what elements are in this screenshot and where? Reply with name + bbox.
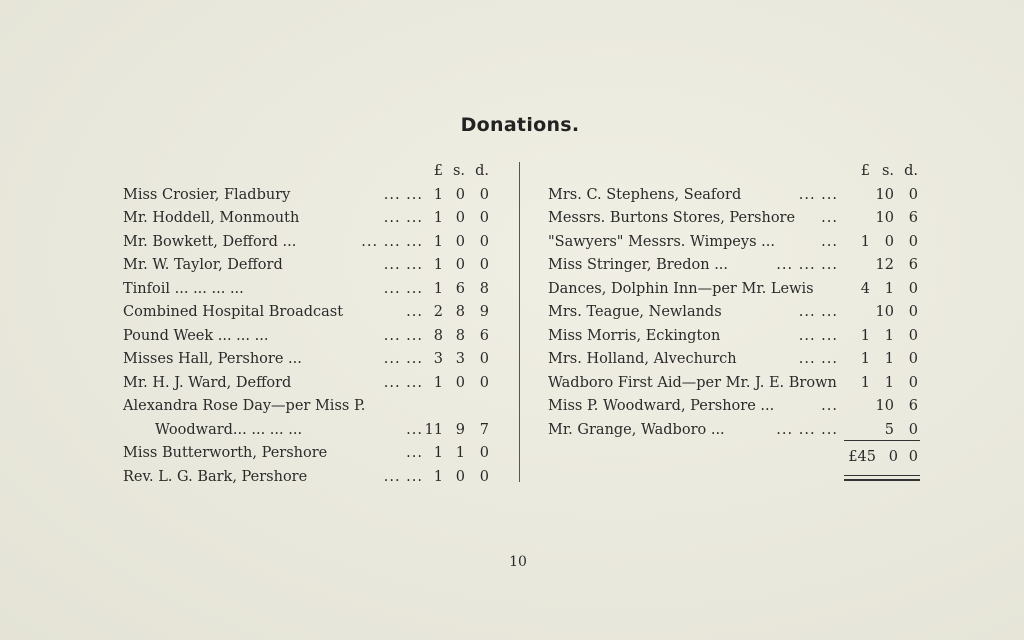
leader-dots: ... [406, 304, 423, 320]
donor-name: Combined Hospital Broadcast [123, 304, 344, 320]
amount-shillings: 8 [455, 304, 465, 320]
amount-pounds: 3 [433, 351, 443, 367]
right-header-pounds: £ [860, 163, 870, 179]
left-header-shillings: s. [452, 163, 465, 179]
left-donations-column [123, 160, 503, 489]
amount-pence: 0 [908, 374, 918, 391]
right-donation-row [548, 419, 928, 443]
leader-dots: ... [821, 210, 838, 226]
amount-pence: 0 [479, 351, 489, 367]
left-donation-row [123, 372, 503, 396]
amount-shillings: 10 [875, 210, 894, 226]
amount-shillings: 12 [875, 257, 894, 273]
left-donation-row [123, 231, 503, 255]
leader-dots: ... ... ... [361, 233, 423, 250]
donor-name: Mr. Grange, Wadboro ... [548, 421, 725, 438]
amount-pounds: 1 [860, 233, 870, 250]
donor-name: Dances, Dolphin Inn—per Mr. Lewis [548, 280, 814, 297]
leader-dots: ... ... [798, 304, 838, 320]
column-divider [519, 162, 520, 482]
total-shillings: 0 [888, 449, 898, 465]
amount-pounds: 1 [433, 233, 443, 250]
amount-pence: 0 [479, 233, 489, 250]
left-donation-row [123, 207, 503, 231]
leader-dots: ... [821, 233, 838, 250]
amount-pence: 6 [908, 398, 918, 414]
donor-name: Mrs. Teague, Newlands [548, 304, 722, 320]
left-header-pence: d. [475, 163, 489, 179]
amount-shillings: 0 [455, 257, 465, 273]
left-donation-row [123, 442, 503, 466]
right-donation-row [548, 301, 928, 325]
donor-name: Alexandra Rose Day—per Miss P. [123, 398, 366, 414]
amount-pence: 0 [908, 186, 918, 203]
amount-shillings: 3 [455, 351, 465, 367]
left-donation-row [123, 278, 503, 302]
amount-pence: 8 [479, 280, 489, 297]
right-header-pence: d. [904, 163, 918, 179]
amount-pence: 0 [908, 351, 918, 367]
left-currency-header [123, 160, 503, 184]
donor-name: Messrs. Burtons Stores, Pershore [548, 210, 796, 226]
page-title: Donations. [460, 114, 580, 136]
right-donation-row [548, 372, 928, 396]
total-double-rule [844, 475, 920, 481]
amount-shillings: 1 [884, 351, 894, 367]
amount-shillings: 1 [884, 374, 894, 391]
amount-shillings: 10 [875, 304, 894, 320]
donor-name: Wadboro First Aid—per Mr. J. E. Brown [548, 374, 837, 391]
donor-name: Mr. Hoddell, Monmouth [123, 210, 300, 226]
amount-shillings: 0 [884, 233, 894, 250]
donor-name: Mrs. Holland, Alvechurch [548, 351, 737, 367]
amount-pence: 0 [908, 327, 918, 344]
leader-dots: ... ... [383, 468, 423, 485]
amount-pounds: 1 [433, 280, 443, 297]
leader-dots: ... ... [383, 280, 423, 297]
donor-name: Mr. W. Taylor, Defford [123, 257, 283, 273]
amount-shillings: 8 [455, 327, 465, 344]
donor-name: Woodward... ... ... ... [155, 421, 303, 438]
left-donation-row [123, 395, 503, 419]
left-donation-row [123, 325, 503, 349]
amount-pence: 6 [908, 210, 918, 226]
right-donation-row [548, 231, 928, 255]
donor-name: Misses Hall, Pershore ... [123, 351, 302, 367]
left-donation-row [123, 419, 503, 443]
leader-dots: ... [406, 445, 423, 461]
right-donations-column [548, 160, 928, 465]
total-row [548, 446, 928, 470]
amount-pounds: 1 [433, 257, 443, 273]
amount-pence: 7 [479, 421, 489, 438]
leader-dots: ... ... [383, 257, 423, 273]
amount-pounds: 1 [433, 445, 443, 461]
amount-shillings: 6 [455, 280, 465, 297]
left-donation-row [123, 466, 503, 490]
amount-pence: 0 [908, 421, 918, 438]
amount-pounds: 1 [433, 374, 443, 391]
amount-pence: 0 [479, 186, 489, 203]
amount-pence: 0 [908, 304, 918, 320]
donor-name: Miss Stringer, Bredon ... [548, 257, 729, 273]
amount-pence: 0 [479, 445, 489, 461]
left-donation-row [123, 254, 503, 278]
amount-pence: 6 [479, 327, 489, 344]
right-header-shillings: s. [881, 163, 894, 179]
right-donation-row [548, 395, 928, 419]
leader-dots: ... ... [383, 186, 423, 203]
amount-shillings: 1 [455, 445, 465, 461]
amount-shillings: 10 [875, 186, 894, 203]
donor-name: Mrs. C. Stephens, Seaford [548, 186, 742, 203]
right-donation-row [548, 254, 928, 278]
donor-name: Miss Butterworth, Pershore [123, 445, 328, 461]
amount-pence: 0 [479, 468, 489, 485]
left-donation-row [123, 184, 503, 208]
amount-pence: 0 [479, 210, 489, 226]
amount-pence: 9 [479, 304, 489, 320]
amount-pounds: 1 [860, 374, 870, 391]
donor-name: Rev. L. G. Bark, Pershore [123, 468, 308, 485]
leader-dots: ... ... ... [776, 257, 838, 273]
leader-dots: ... ... [798, 327, 838, 344]
right-currency-header [548, 160, 928, 184]
amount-pounds: 4 [860, 280, 870, 297]
page-number: 10 [509, 554, 527, 570]
amount-pounds: 1 [433, 210, 443, 226]
amount-shillings: 1 [884, 280, 894, 297]
amount-shillings: 0 [455, 374, 465, 391]
leader-dots: ... ... [383, 374, 423, 391]
leader-dots: ... ... [798, 186, 838, 203]
left-donation-row [123, 348, 503, 372]
amount-shillings: 0 [455, 186, 465, 203]
donor-name: Miss Morris, Eckington [548, 327, 721, 344]
right-donation-row [548, 325, 928, 349]
total-pounds: £45 [848, 449, 876, 465]
leader-dots: ... [821, 398, 838, 414]
amount-shillings: 0 [455, 233, 465, 250]
leader-dots: ... ... ... [776, 421, 838, 438]
right-donation-row [548, 278, 928, 302]
amount-pounds: 1 [860, 327, 870, 344]
amount-pounds: 1 [433, 468, 443, 485]
donor-name: Miss Crosier, Fladbury [123, 186, 291, 203]
amount-shillings: 0 [455, 468, 465, 485]
amount-shillings: 0 [455, 210, 465, 226]
leader-dots: ... [406, 421, 423, 438]
right-donation-row [548, 207, 928, 231]
right-donation-row [548, 348, 928, 372]
donor-name: "Sawyers" Messrs. Wimpeys ... [548, 233, 775, 250]
left-header-pounds: £ [433, 163, 443, 179]
leader-dots: ... ... [383, 210, 423, 226]
amount-shillings: 1 [884, 327, 894, 344]
total-pence: 0 [908, 449, 918, 465]
amount-shillings: 5 [884, 421, 894, 438]
amount-pounds: 8 [433, 327, 443, 344]
amount-pounds: 1 [860, 351, 870, 367]
amount-pence: 0 [479, 257, 489, 273]
amount-pounds: 1 [433, 186, 443, 203]
donor-name: Miss P. Woodward, Pershore ... [548, 398, 775, 414]
amount-pence: 0 [908, 233, 918, 250]
amount-pence: 0 [479, 374, 489, 391]
amount-pounds: 11 [424, 421, 443, 438]
left-donation-row [123, 301, 503, 325]
leader-dots: ... ... [383, 327, 423, 344]
amount-pounds: 2 [433, 304, 443, 320]
amount-shillings: 9 [455, 421, 465, 438]
amount-pence: 6 [908, 257, 918, 273]
donor-name: Tinfoil ... ... ... ... [123, 280, 244, 297]
donor-name: Pound Week ... ... ... [123, 327, 269, 344]
amount-shillings: 10 [875, 398, 894, 414]
donor-name: Mr. H. J. Ward, Defford [123, 374, 292, 391]
right-donation-row [548, 184, 928, 208]
amount-pence: 0 [908, 280, 918, 297]
donor-name: Mr. Bowkett, Defford ... [123, 233, 297, 250]
leader-dots: ... ... [798, 351, 838, 367]
total-rule [844, 440, 920, 441]
leader-dots: ... ... [383, 351, 423, 367]
